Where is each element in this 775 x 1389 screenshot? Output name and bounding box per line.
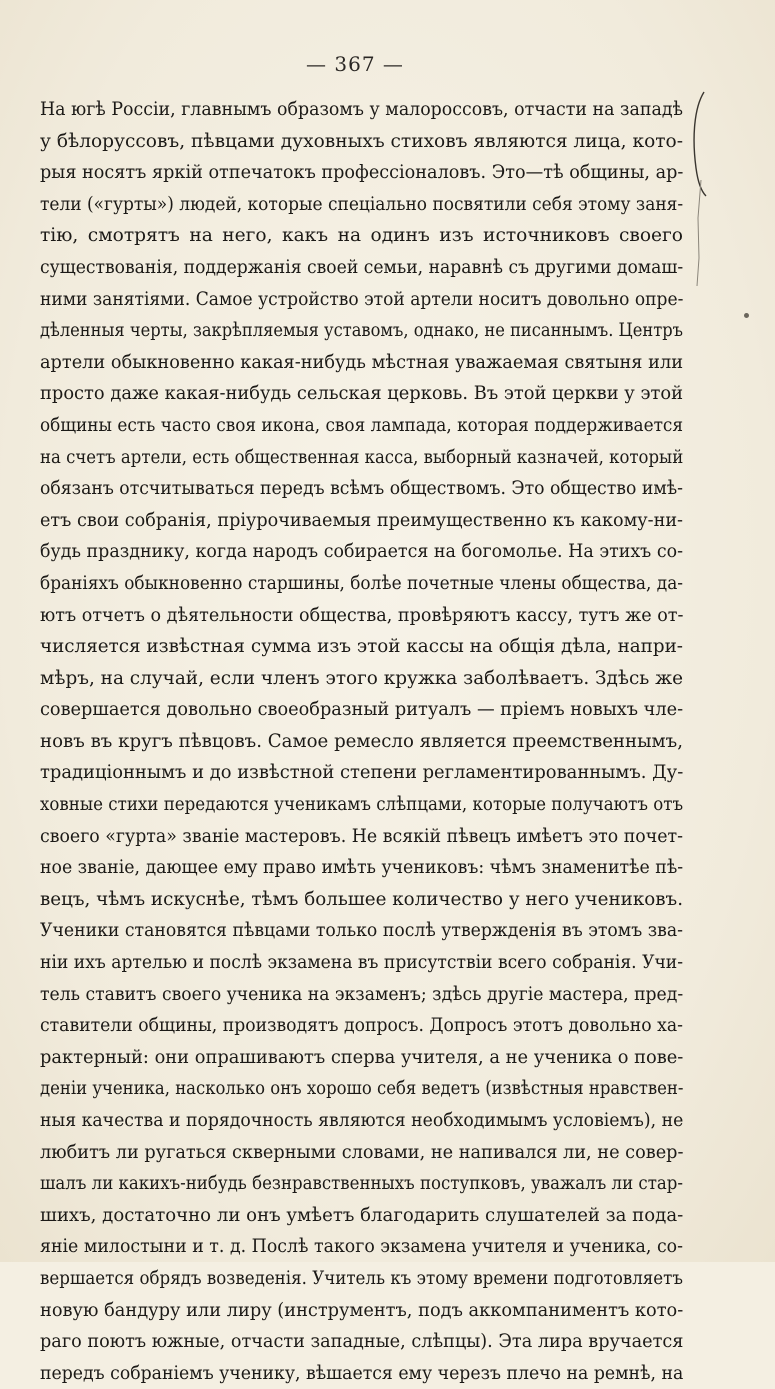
text-line: браніяхъ обыкновенно старшины, болѣе почетные члены общества, да- [40,572,684,594]
text-line: рыя носятъ яркій отпечатокъ профессіоналовъ. Это—тѣ общины, ар- [40,162,684,184]
text-line: своего «гурта» званіе мастеровъ. Не всякій пѣвецъ имѣетъ это почет- [40,825,683,847]
text-line: новъ въ кругъ пѣвцовъ. Самое ремесло является преемственнымъ, [40,730,683,752]
text-line: тели («гурты») людей, которые спеціально посвятили себя этому заня- [40,193,684,215]
text-line: На югѣ Россіи, главнымъ образомъ у малороссовъ, отчасти на западѣ [40,99,684,120]
text-line: числяется извѣстная сумма изъ этой кассы на общія дѣла, напри- [40,636,684,658]
text-line: общины есть часто своя икона, своя лампада, которая поддерживается [40,414,684,436]
text-line: рактерный: они опрашиваютъ сперва учителя, а не ученика о пове- [40,1046,684,1068]
text-line: ними занятіями. Самое устройство этой артели носитъ довольно опре- [40,288,684,310]
text-line: тель ставитъ своего ученика на экзаменъ; здѣсь другіе мастера, пред- [40,983,684,1005]
text-line: ніи ихъ артелью и послѣ экзамена въ присутствіи всего собранія. Учи- [40,952,683,974]
text-line: будь празднику, когда народъ собирается на богомолье. На этихъ со- [40,541,683,563]
text-line: етъ свои собранія, пріурочиваемыя преимущественно къ какому-ни- [40,509,684,531]
text-line: совершается довольно своеобразный ритуалъ — пріемъ новыхъ чле- [40,699,684,721]
text-line: яніе милостыни и т. д. Послѣ такого экзамена учителя и ученика, со- [40,1236,683,1258]
text-line: обязанъ отсчитываться передъ всѣмъ обществомъ. Это общество имѣ- [40,478,683,500]
text-line: ютъ отчетъ о дѣятельности общества, провѣряютъ кассу, тутъ же от- [40,604,684,626]
text-line: передъ собраніемъ ученику, вѣшается ему черезъ плечо на ремнѣ, на [40,1362,684,1384]
text-line: ховные стихи передаются ученикамъ слѣпцами, которые получаютъ отъ [40,794,684,816]
text-line: артели обыкновенно какая-нибудь мѣстная уважаемая святыня или [40,351,684,373]
text-line: у бѣлоруссовъ, пѣвцами духовныхъ стиховъ являются лица, кото- [40,130,683,152]
margin-pencil-mark [692,178,706,288]
margin-dot-mark [744,313,749,318]
text-line: дѣленныя черты, закрѣпляемыя уставомъ, однако, не писаннымъ. Центръ [40,320,683,342]
text-line: просто даже какая-нибудь сельская церковь. Въ этой церкви у этой [40,383,683,405]
text-line: ное званіе, дающее ему право имѣть учениковъ: чѣмъ знаменитѣе пѣ- [40,857,684,879]
text-line: существованія, поддержанія своей семьи, наравнѣ съ другими домаш- [40,256,684,278]
text-line: традиціоннымъ и до извѣстной степени регламентированнымъ. Ду- [40,762,684,784]
text-line: вецъ, чѣмъ искуснѣе, тѣмъ большее количество у него учениковъ. [40,888,684,910]
text-line: на счетъ артели, есть общественная касса, выборный казначей, который [40,446,684,468]
text-line: раго поютъ южные, отчасти западные, слѣпцы). Эта лира вручается [40,1331,684,1353]
text-line: мѣръ, на случай, если членъ этого кружка заболѣваетъ. Здѣсь же [40,667,684,689]
text-line: вершается обрядъ возведенія. Учитель къ этому времени подготовляетъ [40,1267,683,1289]
text-line: Ученики становятся пѣвцами только послѣ утвержденія въ этомъ зва- [40,920,683,942]
body-text [40,94,683,1389]
text-line: деніи ученика, насколько онъ хорошо себя ведетъ (извѣстныя нравствен- [40,1078,684,1100]
page-number: — 367 — [306,52,404,76]
text-line: ныя качества и порядочность являются необходимымъ условіемъ), не [40,1110,684,1131]
text-line: шалъ ли какихъ-нибудь безнравственныхъ поступковъ, уважалъ ли стар- [40,1173,683,1195]
text-line: шихъ, достаточно ли онъ умѣетъ благодарить слушателей за пода- [40,1204,684,1226]
text-line: новую бандуру или лиру (инструментъ, подъ аккомпаниментъ кото- [40,1299,684,1321]
text-line: любитъ ли ругаться скверными словами, не напивался ли, не совер- [40,1141,684,1163]
text-line: тію, смотрятъ на него, какъ на одинъ изъ источниковъ своего [40,225,683,247]
text-line: ставители общины, производятъ допросъ. Допросъ этотъ довольно ха- [40,1015,683,1037]
